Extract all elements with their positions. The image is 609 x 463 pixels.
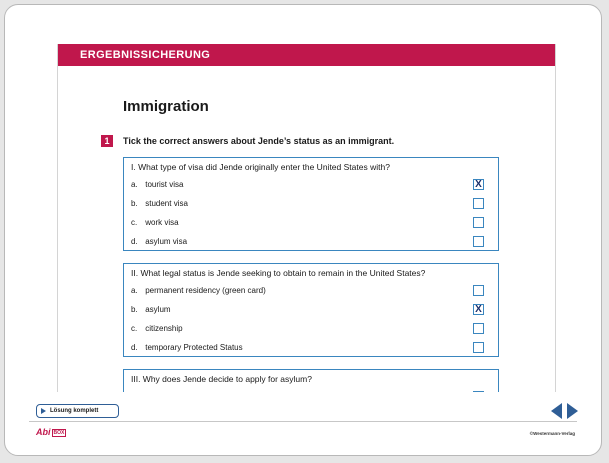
footer-divider <box>29 421 577 422</box>
option-permanent-residency <box>131 285 266 297</box>
option-work-visa <box>131 217 179 229</box>
checkbox-student-visa[interactable] <box>473 198 484 209</box>
option-letter: a. <box>131 180 138 189</box>
task-instruction: Tick the correct answers about Jende’s status as an immigrant. <box>123 136 395 146</box>
option-temporary-protected-status <box>131 342 243 354</box>
option-label: citizenship <box>145 324 183 333</box>
question-box-1 <box>123 157 499 251</box>
question-box-3 <box>123 369 499 392</box>
section-header: ERGEBNISSICHERUNG <box>58 44 555 66</box>
checkbox-citizenship[interactable] <box>473 323 484 334</box>
option-label: permanent residency (green card) <box>145 286 266 295</box>
option-tourist-visa <box>131 179 183 191</box>
option-letter: d. <box>131 237 138 246</box>
option-label: student visa <box>145 199 188 208</box>
checkbox-asylum[interactable]: X <box>473 304 484 315</box>
solution-complete-button[interactable] <box>36 404 119 418</box>
task-number-badge: 1 <box>101 135 113 147</box>
question-heading: III. Why does Jende decide to apply for asylum? <box>131 374 312 384</box>
option-label: tourist visa <box>145 180 184 189</box>
checkbox-tourist-visa[interactable]: X <box>473 179 484 190</box>
option-letter: b. <box>131 305 138 314</box>
option-student-visa <box>131 198 188 210</box>
next-page-button[interactable] <box>566 403 579 419</box>
prev-page-button[interactable] <box>550 403 563 419</box>
play-icon <box>41 408 46 414</box>
question-heading: I. What type of visa did Jende originally enter the United States with? <box>131 162 390 172</box>
option-letter: d. <box>131 343 138 352</box>
content-panel <box>57 44 556 392</box>
checkbox-temporary-protected-status[interactable] <box>473 342 484 353</box>
checkbox-question-3-first[interactable] <box>473 391 484 392</box>
option-label: asylum <box>145 305 171 314</box>
checkbox-work-visa[interactable] <box>473 217 484 228</box>
option-letter: b. <box>131 199 138 208</box>
arrow-left-icon <box>550 403 563 419</box>
option-letter: a. <box>131 286 138 295</box>
app-frame <box>4 4 602 456</box>
option-citizenship <box>131 323 183 335</box>
abibox-logo <box>36 427 66 437</box>
option-asylum-visa <box>131 236 187 248</box>
page-title: Immigration <box>123 98 209 115</box>
option-letter: c. <box>131 218 138 227</box>
option-letter: c. <box>131 324 138 333</box>
question-heading: II. What legal status is Jende seeking to obtain to remain in the United States? <box>131 268 426 278</box>
option-label: work visa <box>145 218 179 227</box>
option-asylum <box>131 304 171 316</box>
question-box-2 <box>123 263 499 357</box>
checkbox-permanent-residency[interactable] <box>473 285 484 296</box>
checkbox-asylum-visa[interactable] <box>473 236 484 247</box>
copyright-notice: ©Westermann-Verlag <box>529 431 575 436</box>
option-label: temporary Protected Status <box>145 343 243 352</box>
logo-text: Abi <box>36 427 51 437</box>
solution-button-label: Lösung komplett <box>50 408 99 414</box>
option-label: asylum visa <box>145 237 188 246</box>
logo-badge: BOX <box>53 430 65 436</box>
arrow-right-icon <box>566 403 579 419</box>
